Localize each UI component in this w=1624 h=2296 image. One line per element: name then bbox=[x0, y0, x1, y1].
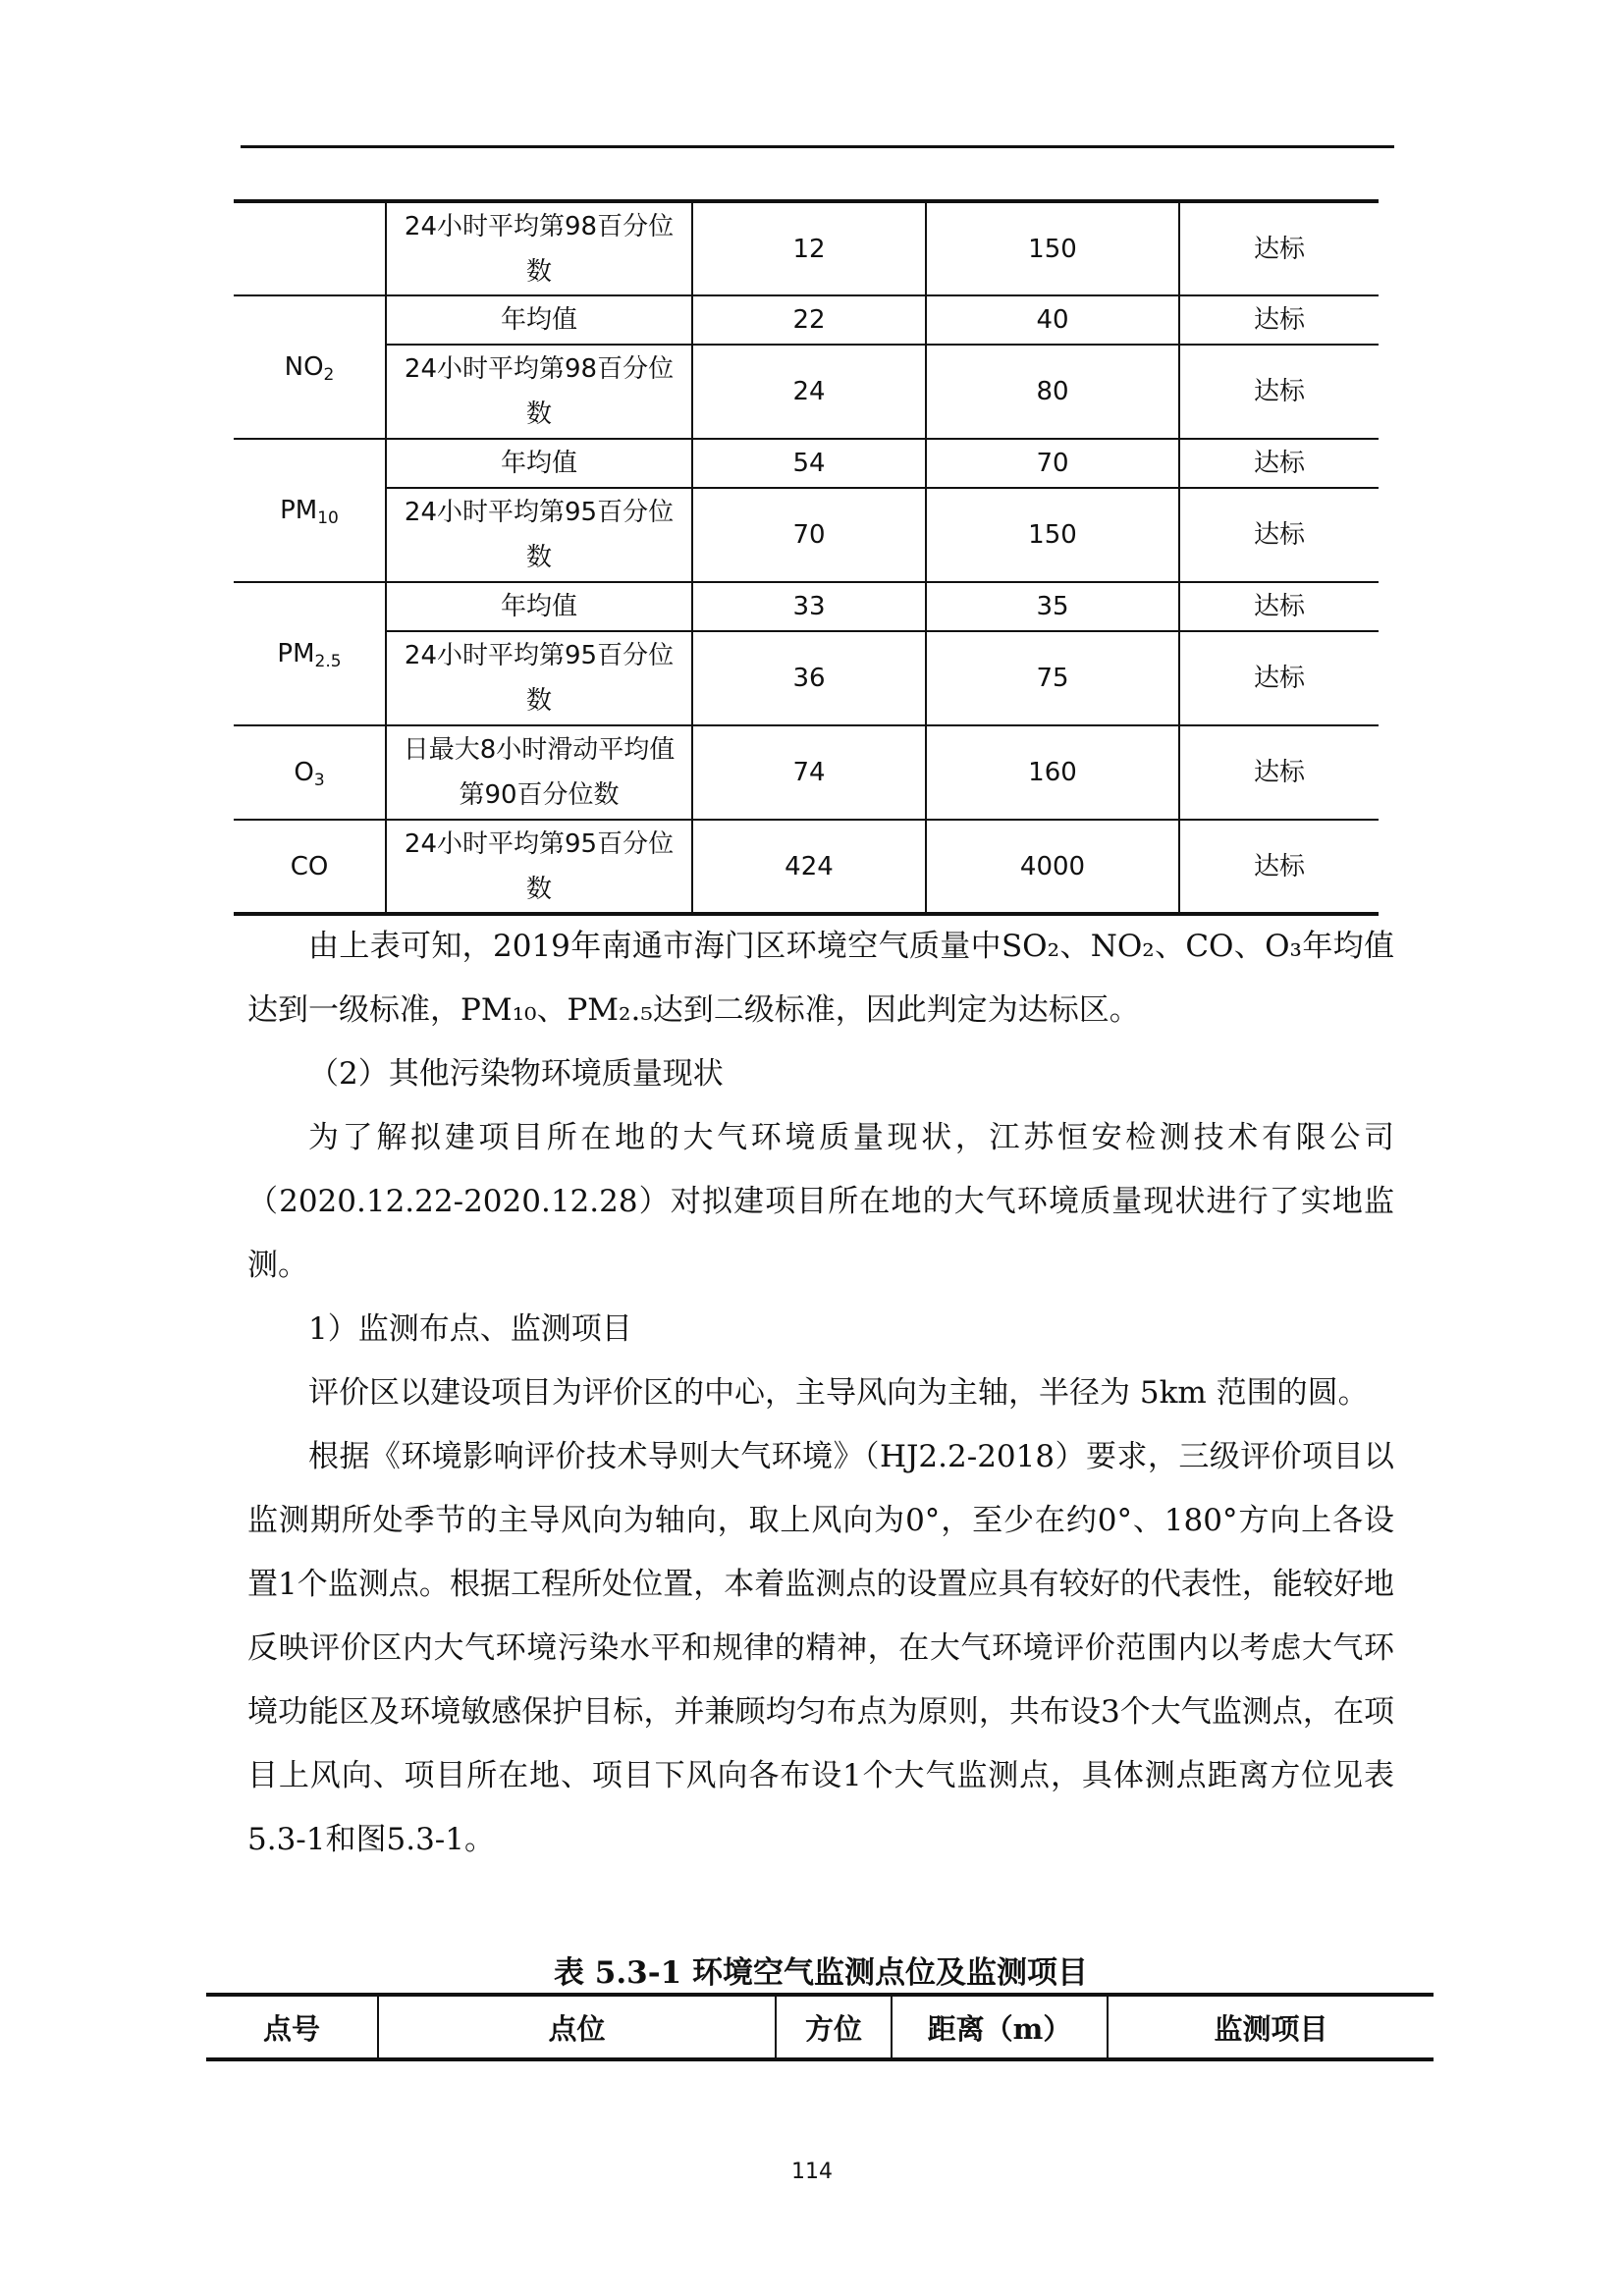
column-header: 点号 bbox=[206, 1995, 378, 2059]
header-rule bbox=[241, 145, 1394, 148]
value-cell: 22 bbox=[692, 295, 926, 345]
standard-cell: 70 bbox=[926, 439, 1179, 488]
metric-cell: 24小时平均第95百分位数 bbox=[386, 488, 692, 582]
result-cell: 达标 bbox=[1179, 582, 1379, 631]
monitoring-points-table bbox=[206, 1993, 1434, 2061]
value-cell: 36 bbox=[692, 631, 926, 725]
paragraph: 评价区以建设项目为评价区的中心，主导风向为主轴，半径为 5km 范围的圆。 bbox=[308, 1375, 1369, 1411]
result-cell: 达标 bbox=[1179, 820, 1379, 914]
metric-cell: 24小时平均第98百分位数 bbox=[386, 345, 692, 439]
pollutant-cell: $O_3$ bbox=[234, 725, 386, 820]
column-header: 方位 bbox=[776, 1995, 892, 2059]
standard-cell: 35 bbox=[926, 582, 1179, 631]
pollutant-cell: $NO_2$ bbox=[234, 295, 386, 439]
pollutant-cell: CO bbox=[234, 820, 386, 914]
paragraph: 根据《环境影响评价技术导则大气环境》（HJ2.2-2018）要求，三级评价项目以监测期所处季节的主导风向为轴向，取上风向为0°，至少在约0°、180°方向上各设置1个监测点。根据工程所处位置，本着监测点的设置应具有较好的代表性，能较好地反映评价区内大气环境污染水平和规律的精神，在大气环境评价范围内以考虑大气环境功能区及环境敏感保护目标，并兼顾均匀布点为原则，共布设3个大气监测点，在项目上风向、项目所在地、项目下风向各布设1个大气监测点，具体测点距离方位见表5.3-1和图5.3-1。 bbox=[247, 1439, 1394, 1857]
paragraph: 为了解拟建项目所在地的大气环境质量现状，江苏恒安检测技术有限公司（2020.12.22-2020.12.28）对拟建项目所在地的大气环境质量现状进行了实地监测。 bbox=[247, 1120, 1394, 1283]
standard-cell: 75 bbox=[926, 631, 1179, 725]
paragraph: 由上表可知，2019年南通市海门区环境空气质量中SO₂、NO₂、CO、O₃年均值达到一级标准，PM₁₀、PM₂.₅达到二级标准，因此判定为达标区。 bbox=[247, 929, 1394, 1028]
value-cell: 33 bbox=[692, 582, 926, 631]
pollutant-cell bbox=[234, 201, 386, 295]
value-cell: 424 bbox=[692, 820, 926, 914]
table-row bbox=[234, 295, 1379, 345]
value-cell: 70 bbox=[692, 488, 926, 582]
result-cell: 达标 bbox=[1179, 345, 1379, 439]
metric-cell: 日最大8小时滑动平均值第90百分位数 bbox=[386, 725, 692, 820]
result-cell: 达标 bbox=[1179, 295, 1379, 345]
standard-cell: 40 bbox=[926, 295, 1179, 345]
table-row bbox=[234, 582, 1379, 631]
value-cell: 74 bbox=[692, 725, 926, 820]
paragraph: 1）监测布点、监测项目 bbox=[308, 1311, 632, 1347]
table-row bbox=[234, 439, 1379, 488]
result-cell: 达标 bbox=[1179, 631, 1379, 725]
metric-cell: 年均值 bbox=[386, 582, 692, 631]
metric-cell: 24小时平均第95百分位数 bbox=[386, 631, 692, 725]
air-quality-table bbox=[234, 199, 1379, 916]
standard-cell: 80 bbox=[926, 345, 1179, 439]
table-row bbox=[234, 725, 1379, 820]
body-text bbox=[247, 915, 1394, 1872]
standard-cell: 160 bbox=[926, 725, 1179, 820]
table-row bbox=[234, 345, 1379, 439]
result-cell: 达标 bbox=[1179, 725, 1379, 820]
standard-cell: 150 bbox=[926, 201, 1179, 295]
table-caption: 表 5.3-1 环境空气监测点位及监测项目 bbox=[554, 1955, 1088, 1991]
result-cell: 达标 bbox=[1179, 201, 1379, 295]
standard-cell: 150 bbox=[926, 488, 1179, 582]
table-row bbox=[234, 631, 1379, 725]
page-number: 114 bbox=[791, 2160, 833, 2184]
table-row bbox=[234, 488, 1379, 582]
metric-cell: 24小时平均第95百分位数 bbox=[386, 820, 692, 914]
result-cell: 达标 bbox=[1179, 488, 1379, 582]
result-cell: 达标 bbox=[1179, 439, 1379, 488]
pollutant-cell: $PM_{10}$ bbox=[234, 439, 386, 582]
pollutant-cell: $PM_{2.5}$ bbox=[234, 582, 386, 725]
column-header: 距离（m） bbox=[892, 1995, 1108, 2059]
value-cell: 24 bbox=[692, 345, 926, 439]
column-header: 监测项目 bbox=[1108, 1995, 1434, 2059]
table-header-row bbox=[206, 1995, 1434, 2059]
column-header: 点位 bbox=[378, 1995, 776, 2059]
metric-cell: 年均值 bbox=[386, 439, 692, 488]
metric-cell: 年均值 bbox=[386, 295, 692, 345]
value-cell: 12 bbox=[692, 201, 926, 295]
paragraph: （2）其他污染物环境质量现状 bbox=[308, 1056, 724, 1092]
standard-cell: 4000 bbox=[926, 820, 1179, 914]
table-row bbox=[234, 201, 1379, 295]
value-cell: 54 bbox=[692, 439, 926, 488]
table-row bbox=[234, 820, 1379, 914]
metric-cell: 24小时平均第98百分位数 bbox=[386, 201, 692, 295]
